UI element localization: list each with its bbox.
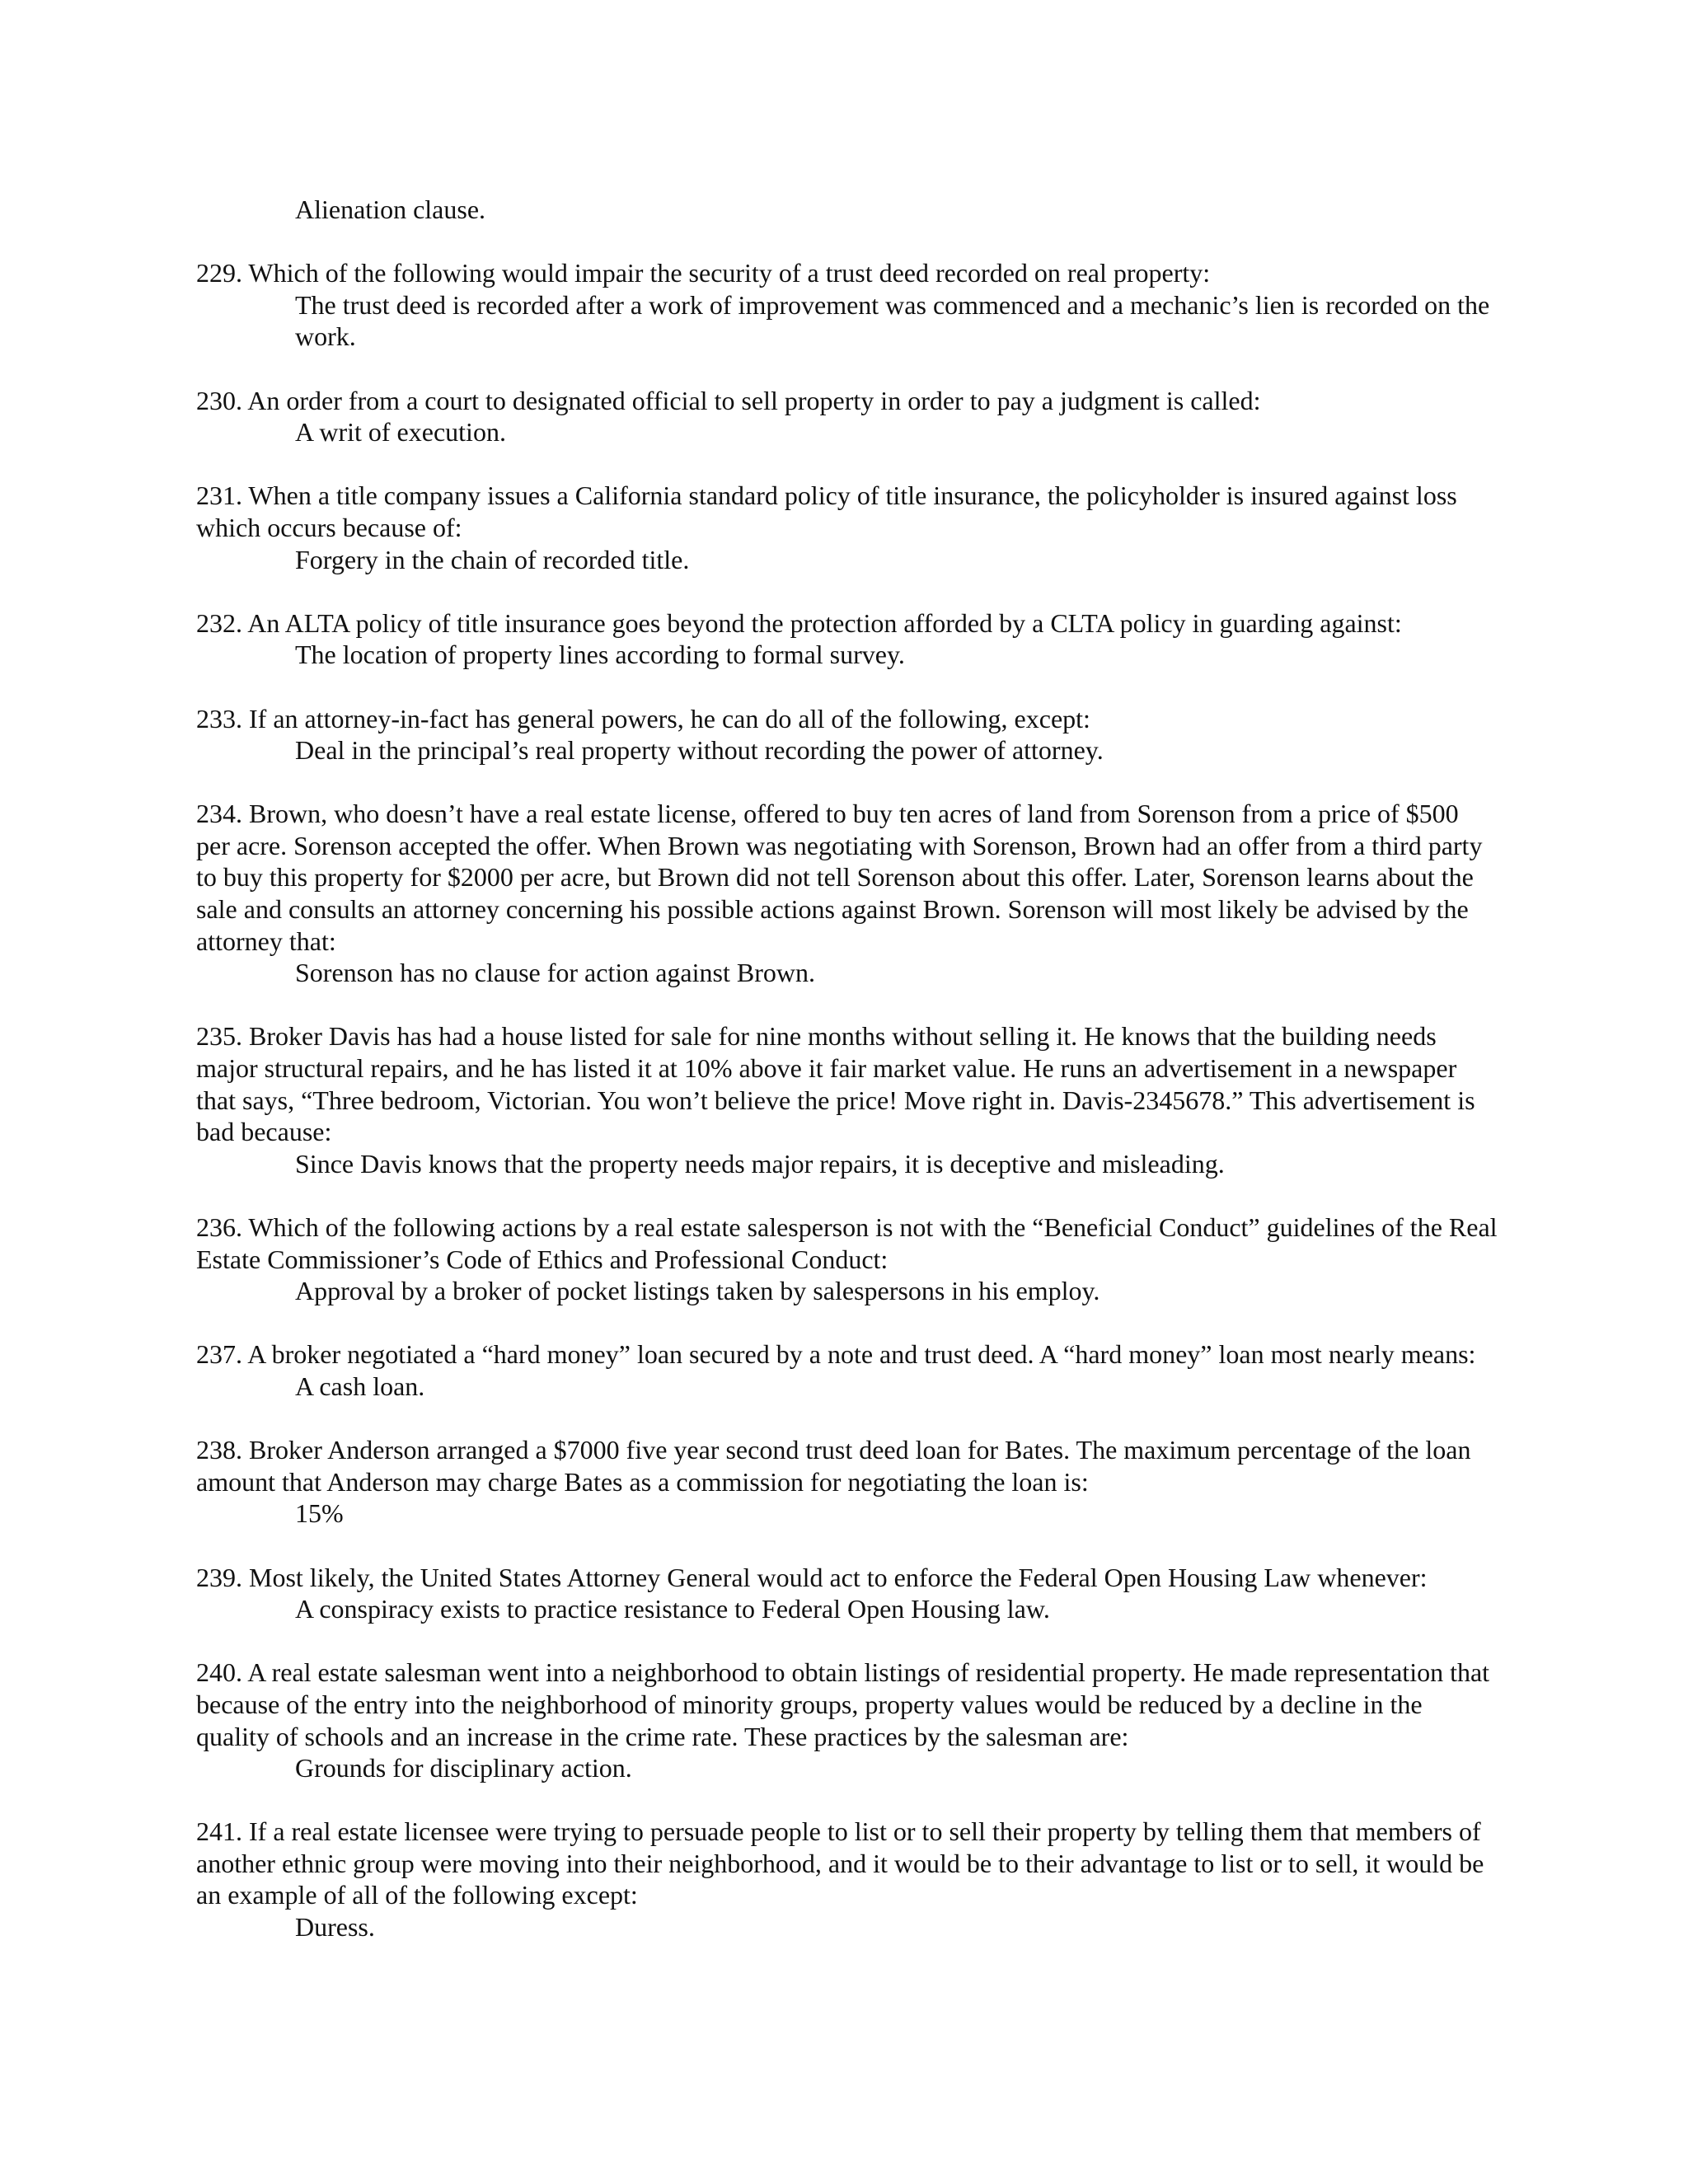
question-item [196,257,1498,353]
question-text: 233. If an attorney-in-fact has general powers, he can do all of the following, except: [196,703,1090,733]
question-item [196,1338,1498,1402]
question-item [196,1657,1498,1783]
answer-text: Since Davis knows that the property needs major repairs, it is deceptive and misleading. [295,1148,1225,1179]
question-text: 232. An ALTA policy of title insurance goes beyond the protection afforded by a CLTA policy in guarding against: [196,607,1402,638]
question-item [196,1212,1498,1307]
question-text: 235. Broker Davis has had a house listed for sale for nine months without selling it. He knows that the building needs major structural repairs, and he has listed it at 10% above it fair market value. He runs an advertisement in a newspaper that says, “Three bedroom, Victorian. You won’t believe the price! Move right in. Davis-2345678.” This advertisement is bad because: [196,1021,1475,1147]
question-item [196,1020,1498,1179]
answer-text: Duress. [295,1912,375,1943]
question-item [196,1562,1498,1625]
answer-text: Approval by a broker of pocket listings taken by salespersons in his employ. [295,1276,1100,1306]
question-text: 237. A broker negotiated a “hard money” loan secured by a note and trust deed. A “hard money” loan most nearly means: [196,1339,1476,1370]
question-item [196,703,1498,766]
question-text: 229. Which of the following would impair the security of a trust deed recorded on real property: [196,258,1211,288]
question-text: 230. An order from a court to designated official to sell property in order to pay a judgment is called: [196,385,1261,415]
document-body [196,194,1498,1975]
answer-text: The location of property lines according to formal survey. [295,640,905,670]
answer-text: Grounds for disciplinary action. [295,1753,632,1783]
question-text: 236. Which of the following actions by a real estate salesperson is not with the “Beneficial Conduct” guidelines of the Real Estate Commissioner’s Code of Ethics and Professional Conduct: [196,1212,1498,1274]
question-text: 240. A real estate salesman went into a neighborhood to obtain listings of residential property. He made representation that because of the entry into the neighborhood of minority groups, property values would be reduced by a decline in the quality of schools and an increase in the crime rate. These practices by the salesman are: [196,1657,1490,1751]
answer-text: The trust deed is recorded after a work of improvement was commenced and a mechanic’s lien is recorded on the work. [295,289,1490,352]
question-item [196,798,1498,989]
question-item [196,1434,1498,1530]
answer-text: Sorenson has no clause for action against Brown. [295,958,815,988]
question-text: 238. Broker Anderson arranged a $7000 five year second trust deed loan for Bates. The maximum percentage of the loan amount that Anderson may charge Bates as a commission for negotiating the loan is: [196,1435,1471,1497]
question-item [196,1816,1498,1943]
question-text: 234. Brown, who doesn’t have a real estate license, offered to buy ten acres of land from Sorenson from a price of $500 per acre. Sorenson accepted the offer. When Brown was negotiating with Sorenson, Brown had an offer from a third party to buy this property for $2000 per acre, but Brown did not tell Sorenson about this offer. Later, Sorenson learns about the sale and consults an attorney concerning his possible actions against Brown. Sorenson will most likely be advised by the attorney that: [196,799,1483,956]
question-text: 241. If a real estate licensee were trying to persuade people to list or to sell their property by telling them that members of another ethnic group were moving into their neighborhood, and it would be to their advantage to list or to sell, it would be an example of all of the following except: [196,1816,1484,1910]
question-item [196,607,1498,671]
question-text: 231. When a title company issues a California standard policy of title insurance, the policyholder is insured against loss which occurs because of: [196,480,1457,542]
answer-text: A cash loan. [295,1371,425,1401]
answer-text: A writ of execution. [295,417,506,448]
answer-text: Deal in the principal’s real property without recording the power of attorney. [295,735,1104,766]
answer-text: 15% [295,1498,344,1529]
continued-answer: Alienation clause. [295,194,486,224]
answer-text: A conspiracy exists to practice resistance to Federal Open Housing law. [295,1594,1050,1624]
question-item [196,385,1498,448]
question-item [196,480,1498,575]
answer-text: Forgery in the chain of recorded title. [295,544,690,574]
question-text: 239. Most likely, the United States Attorney General would act to enforce the Federal Open Housing Law whenever: [196,1562,1428,1592]
